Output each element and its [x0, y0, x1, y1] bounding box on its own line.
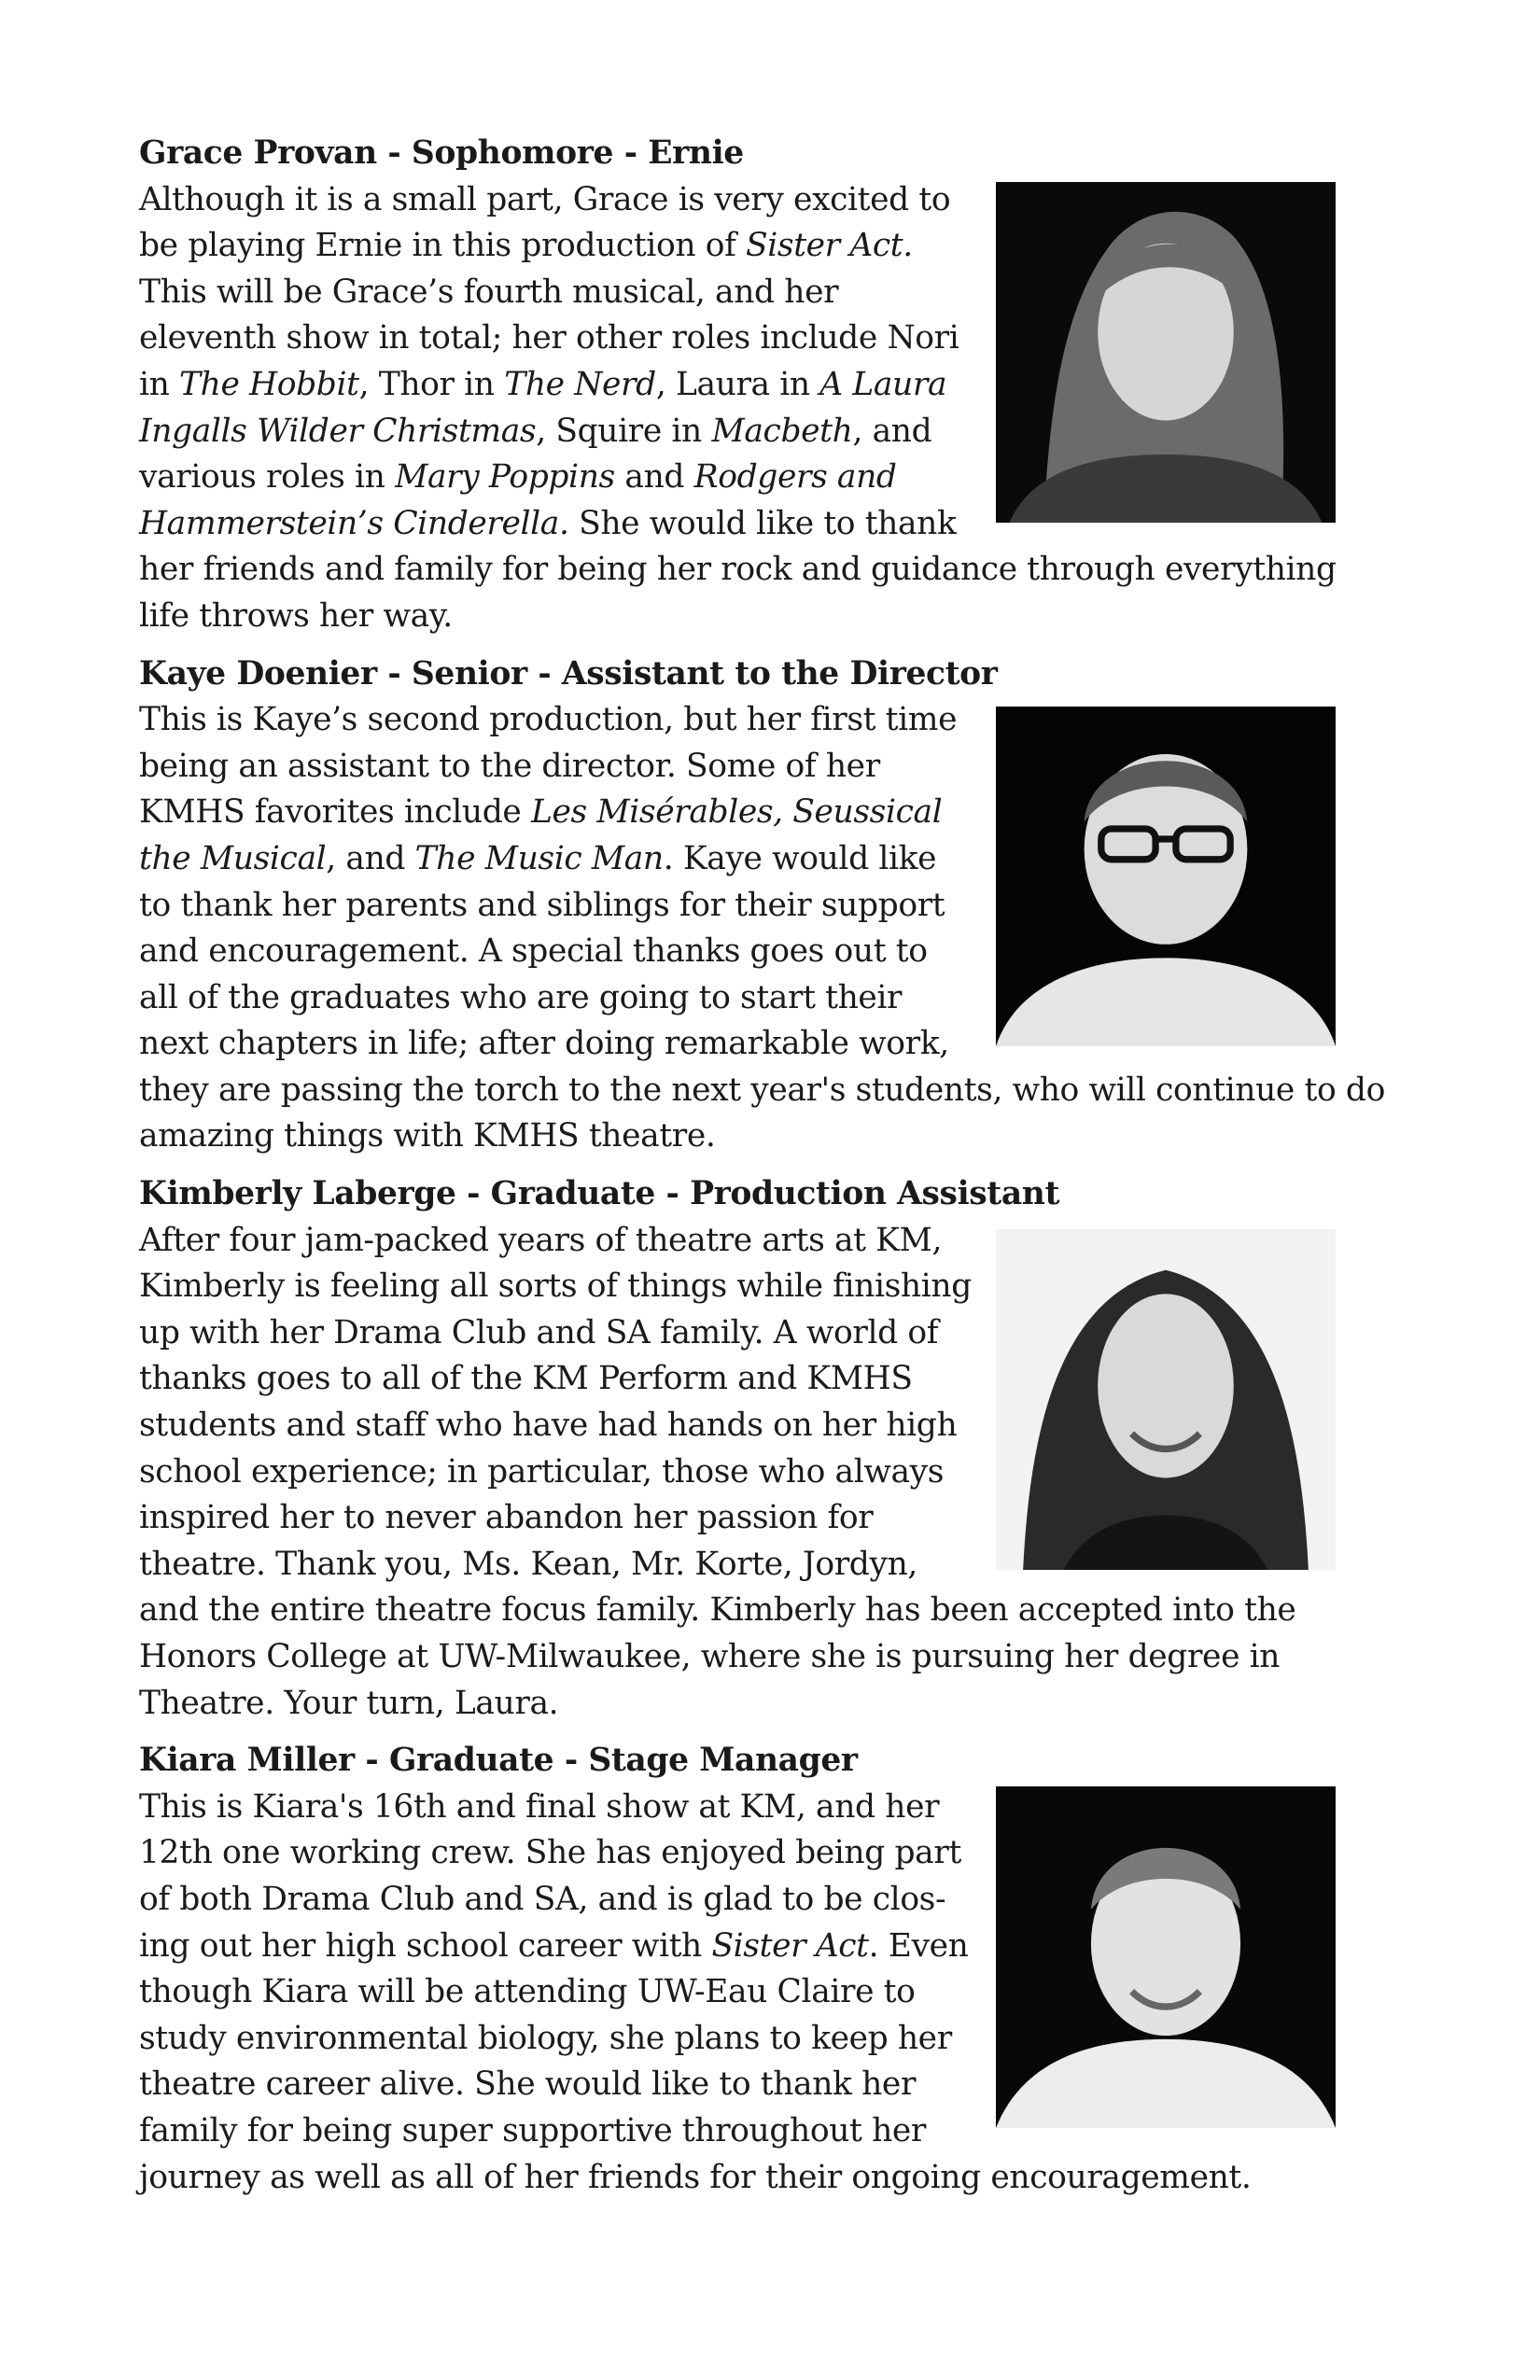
bio-text-segment: , and various roles in: [139, 412, 932, 497]
bio-text-segment: This will be Grace’s fourth musical, and her eleventh show in total; her other roles include Nori in: [139, 273, 959, 403]
bio-kimberly-laberge: [139, 1171, 1390, 1727]
bio-text-segment: , Squire in: [536, 412, 712, 450]
bio-title-italic: Mary Poppins: [395, 458, 615, 497]
bio-heading: Kaye Doenier - Senior - Assistant to the Director: [139, 654, 998, 693]
bio-title-italic: Sister Act: [711, 1926, 869, 1965]
headshot-photo-icon: [996, 707, 1336, 1046]
headshot-photo-kiara-miller: [996, 1786, 1336, 2128]
bio-title-italic: The Nerd: [504, 365, 656, 403]
headshot-photo-kimberly-laberge: [996, 1229, 1336, 1570]
headshot-photo-icon: [996, 1229, 1336, 1570]
bio-heading: Grace Provan - Sophomore - Ernie: [139, 134, 744, 172]
bio-text-segment: . Even though Kiara will be attending UW-Eau Claire to study environmental biology, she plans to keep her theatre career alive. She would like to thank her family for being super supportive throughout her journey as well as all of her friends for their ongoing encouragement.: [139, 1926, 1252, 2196]
bio-text-segment: , Laura in: [655, 365, 820, 403]
bio-heading: Kimberly Laberge - Graduate - Production Assistant: [139, 1175, 1060, 1213]
bio-text-segment: She would like to thank her friends and family for being her rock and guidance through everything life throws her way.: [139, 504, 1337, 635]
headshot-photo-grace-provan: [996, 182, 1336, 523]
bio-title-italic: The Music Man: [414, 839, 664, 877]
bio-text-segment: and: [614, 458, 694, 497]
bio-text-segment: This is Kaye’s second production, but her first time being an assistant to the director. Some of her KMHS favorites include: [139, 701, 958, 832]
bio-kiara-miller: [139, 1738, 1390, 2201]
bio-title-italic: Les Misérables, Seussical the Musical: [139, 793, 943, 877]
bio-title-italic: Macbeth: [711, 412, 853, 450]
bio-text-segment: This is Kiara's 16th and final show at KM, and her 12th one working crew. She has enjoyed being part of both Drama Club and SA, and is glad to be closing out her high school career with: [139, 1787, 961, 1965]
bio-text-segment: , and: [326, 839, 415, 877]
bio-heading: Kiara Miller - Graduate - Stage Manager: [139, 1742, 858, 1780]
headshot-photo-icon: [996, 1786, 1336, 2128]
bio-title-italic: Rodgers and Hammerstein’s Cinderella.: [139, 458, 897, 542]
bio-text-segment: . Kaye would like to thank her parents and siblings for their support and encouragement. A special thanks goes out to all of the graduates who are going to start their next chapters in life; after doing remarkable work, they are passing the torch to the next year's students, who will continue to do amazing things with KMHS theatre.: [139, 839, 1385, 1155]
bio-title-italic: A Laura Ingalls Wilder Christmas: [139, 365, 947, 450]
program-page: [139, 131, 1390, 2201]
headshot-photo-kaye-doenier: [996, 707, 1336, 1046]
headshot-photo-icon: [996, 182, 1336, 523]
bio-text-segment: Although it is a small part, Grace is very excited to be playing Ernie in this production of: [139, 180, 951, 265]
bio-title-italic: The Hobbit: [179, 365, 359, 403]
bio-grace-provan: [139, 131, 1390, 640]
bio-text-segment: After four jam-packed years of theatre arts at KM, Kimberly is feeling all sorts of things while finishing up with her Drama Club and SA family. A world of thanks goes to all of the KM Perform and KMHS students and staff who have had hands on her high school experience; in particular, those who always inspired her to never abandon her passion for theatre. Thank you, Ms. Kean, Mr. Korte, Jordyn, and the entire theatre focus family. Kimberly has been accepted into the Honors College at UW-Milwaukee, where she is pursuing her degree in Theatre. Your turn, Laura.: [139, 1221, 1296, 1722]
bio-title-italic: Sister Act.: [746, 227, 913, 265]
bio-text-segment: , Thor in: [358, 365, 505, 403]
bio-kaye-doenier: [139, 651, 1390, 1161]
